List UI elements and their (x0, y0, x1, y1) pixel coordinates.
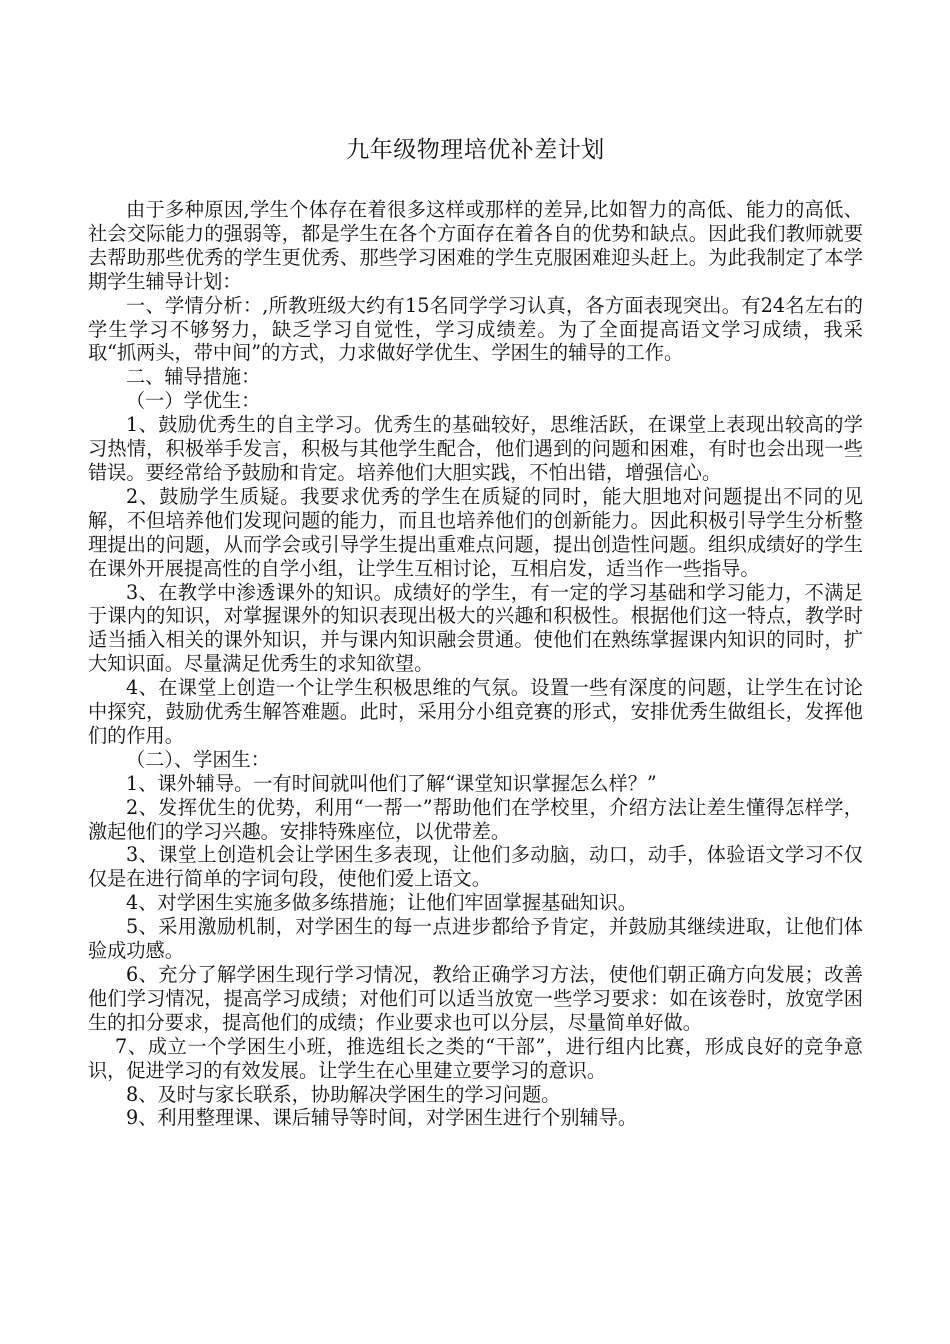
paragraph-intro: 由于多种原因,学生个体存在着很多这样或那样的差异,比如智力的高低、能力的高低、社会交际能力的强弱等，都是学生在各个方面存在着各自的优势和缺点。因此我们教师就要去帮助那些优秀的学生更优秀、那些学习困难的学生克服困难迎头赶上。为此我制定了本学期学生辅导计划： (88, 198, 863, 293)
paragraph-top-4: 4、在课堂上创造一个让学生积极思维的气氛。设置一些有深度的问题，让学生在讨论中探究，鼓励优秀生解答难题。此时，采用分小组竞赛的形式，安排优秀生做组长，发挥他们的作用。 (88, 676, 863, 747)
section-heading-measures: 二、辅导措施： (126, 365, 261, 389)
paragraph-top-2: 2、鼓励学生质疑。我要求优秀的学生在质疑的同时，能大胆地对问题提出不同的见解，不但培养他们发现问题的能力，而且也培养他们的创新能力。因此积极引导学生分析整理提出的问题，从而学会或引导学生提出重难点问题，提出创造性问题。组织成绩好的学生在课外开展提高性的自学小组，让学生互相讨论，互相启发，适当作一些指导。 (88, 484, 863, 580)
paragraph-struggling-4: 4、对学困生实施多做多练措施；让他们牢固掌握基础知识。 (126, 891, 638, 915)
subsection-heading-top-students: （一）学优生： (126, 389, 261, 413)
paragraph-struggling-3: 3、课堂上创造机会让学困生多表现，让他们多动脑，动口，动手，体验语文学习不仅仅是在进行简单的字词句段，使他们爱上语文。 (88, 843, 863, 891)
paragraph-struggling-7: 7、成立一个学困生小班，推选组长之类的“干部”，进行组内比赛，形成良好的竞争意识，促进学习的有效发展。让学生在心里建立要学习的意识。 (88, 1034, 863, 1082)
document-page (88, 128, 863, 1130)
document-title: 九年级物理培优补差计划 (346, 137, 605, 163)
paragraph-situation-analysis: 一、学情分析：,所教班级大约有15名同学学习认真，各方面表现突出。有24名左右的学生学习不够努力，缺乏学习自觉性，学习成绩差。为了全面提高语文学习成绩，我采取“抓两头，带中间”的方式，力求做好学优生、学困生的辅导的工作。 (88, 293, 863, 365)
paragraph-top-3: 3、在教学中渗透课外的知识。成绩好的学生，有一定的学习基础和学习能力，不满足于课内的知识，对掌握课外的知识表现出极大的兴趣和积极性。根据他们这一特点，教学时适当插入相关的课外知识，并与课内知识融会贯通。使他们在熟练掌握课内知识的同时，扩大知识面。尽量满足优秀生的求知欲望。 (88, 580, 863, 676)
subsection-heading-struggling-students: （二）、学困生： (126, 747, 270, 771)
paragraph-struggling-6: 6、充分了解学困生现行学习情况，教给正确学习方法，使他们朝正确方向发展；改善他们学习情况，提高学习成绩；对他们可以适当放宽一些学习要求：如在该卷时，放宽学困生的扣分要求，提高他们的成绩；作业要求也可以分层，尽量简单好做。 (88, 963, 863, 1034)
paragraph-struggling-5: 5、采用激励机制，对学困生的每一点进步都给予肯定，并鼓励其继续进取，让他们体验成功感。 (88, 915, 863, 963)
paragraph-struggling-1: 1、课外辅导。一有时间就叫他们了解“课堂知识掌握怎么样？” (126, 771, 657, 795)
paragraph-struggling-2: 2、发挥优生的优势，利用“一帮一”帮助他们在学校里，介绍方法让差生懂得怎样学，激起他们的学习兴趣。安排特殊座位，以优带差。 (88, 795, 863, 843)
paragraph-top-1: 1、鼓励优秀生的自主学习。优秀生的基础较好，思维活跃，在课堂上表现出较高的学习热情，积极举手发言，积极与其他学生配合，他们遇到的问题和困难，有时也会出现一些错误。要经常给予鼓励和肯定。培养他们大胆实践，不怕出错，增强信心。 (88, 413, 863, 484)
paragraph-struggling-8: 8、及时与家长联系，协助解决学困生的学习问题。 (126, 1082, 561, 1106)
paragraph-struggling-9: 9、利用整理课、课后辅导等时间，对学困生进行个别辅导。 (126, 1106, 638, 1130)
